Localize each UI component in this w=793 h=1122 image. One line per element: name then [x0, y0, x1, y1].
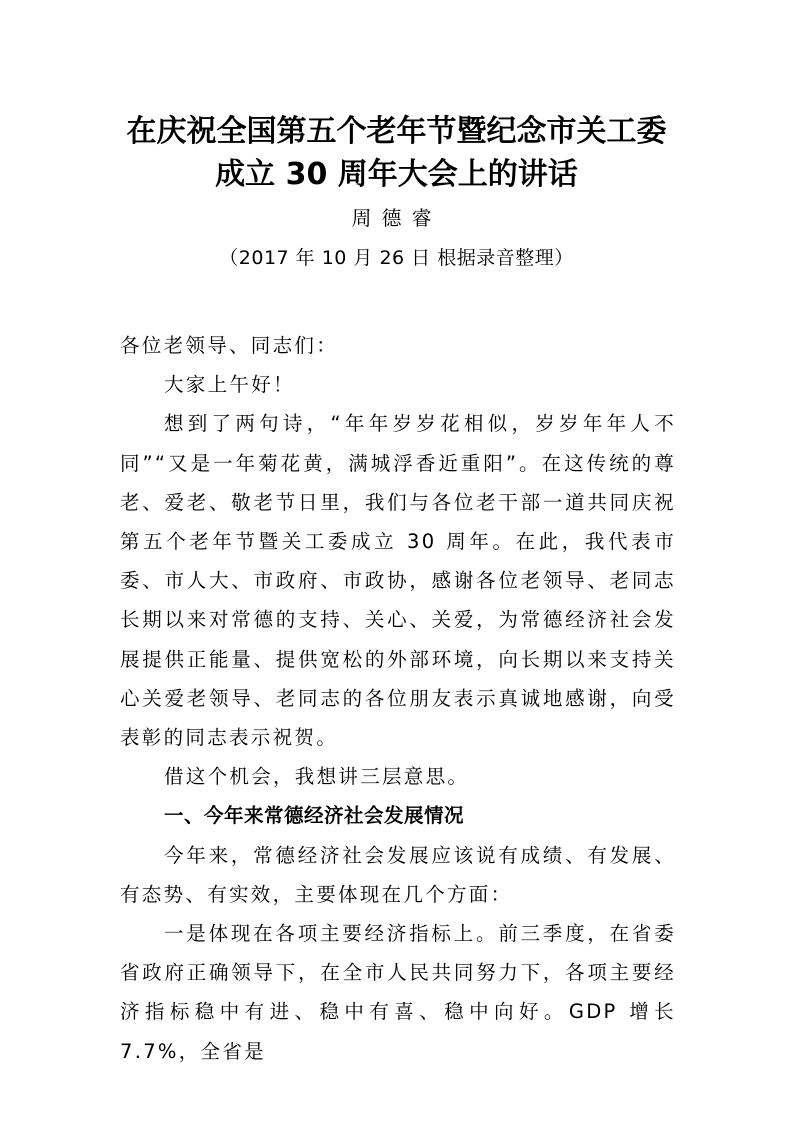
- author-name: 周德睿: [351, 206, 442, 230]
- document-body: [120, 326, 676, 1071]
- title-line-1: 在庆祝全国第五个老年节暨纪念市关工委: [126, 114, 667, 149]
- body-paragraph: 想到了两句诗，“年年岁岁花相似，岁岁年年人不同”“又是一年菊花黄，满城浮香近重阳”。在这传统的尊老、爱老、敬老节日里，我们与各位老干部一道共同庆祝第五个老年节暨关工委成立 30 周年。在此，我代表市委、市人大、市政府、市政协，感谢各位老领导、老同志长期以来对常德的支持、关心、关爱，为常德经济社会发展提供正能量、提供宽松的外部环境，向长期以来支持关心关爱老领导、老同志的各位朋友表示真诚地感谢，向受表彰的同志表示祝贺。: [120, 412, 676, 750]
- body-paragraph: 今年来，常德经济社会发展应该说有成绩、有发展、有态势、有实效，主要体现在几个方面：: [120, 843, 676, 906]
- salutation: 各位老领导、同志们：: [120, 334, 339, 357]
- greeting-paragraph: 大家上午好！: [164, 373, 295, 397]
- date-note: （2017 年 10 月 26 日 根据录音整理）: [219, 247, 574, 269]
- body-paragraph: 借这个机会，我想讲三层意思。: [164, 765, 470, 789]
- section-heading: 一、今年来常德经济社会发展情况: [164, 804, 465, 828]
- title-line-2: 成立 30 周年大会上的讲话: [215, 157, 578, 192]
- body-paragraph: 一是体现在各项主要经济指标上。前三季度，在省委省政府正确领导下，在全市人民共同努力下，各项主要经济指标稳中有进、稳中有喜、稳中向好。GDP 增长 7.7%，全省是: [120, 922, 676, 1063]
